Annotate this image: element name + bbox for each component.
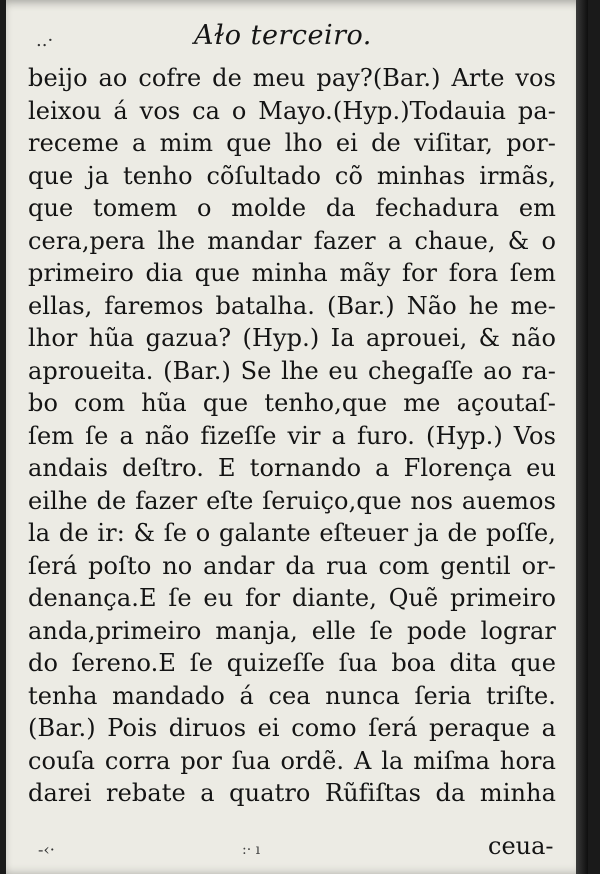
text-line: eilhe de fazer eſte ſeruiço,que nos auemos — [28, 486, 556, 515]
text-line: (Bar.) Pois diruos ei como ſerá peraque a — [28, 714, 556, 742]
body-text — [28, 62, 556, 810]
page-edge-shadow — [576, 0, 588, 874]
text-line: ellas, faremos batalha. (Bar.) Não he me- — [28, 291, 556, 320]
page-footer — [6, 832, 588, 868]
page-header — [6, 14, 588, 58]
catchword: ceua- — [488, 832, 554, 860]
header-corner-mark: ..· — [36, 30, 54, 51]
text-line: que tomem o molde da fechadura em — [28, 194, 556, 222]
text-line: andais deſtro. E tornando a Florença eu — [28, 454, 556, 482]
text-line: ſem ſe a não fizeſſe vir a furo. (Hyp.) Vos — [28, 421, 556, 450]
footer-corner-mark: -‹· — [38, 840, 55, 859]
text-line: cera,pera lhe mandar fazer a chaue, & o — [28, 226, 556, 255]
text-line: tenha mandado á cea nunca ſeria triſte. — [28, 681, 556, 710]
text-line: receme a mim que lho ei de viſitar, por- — [28, 129, 556, 157]
text-line: ſerá poſto no andar da rua com gentil or- — [28, 551, 556, 580]
text-line: la de ir: & ſe o galante eſteuer ja de poſſe, — [28, 519, 556, 547]
text-line: primeiro dia que minha mãy for fora ſem — [28, 259, 556, 287]
text-line: darei rebate a quatro Rũfiſtas da minha — [28, 779, 556, 807]
text-line: bo com hũa que tenho,que me açoutaſ- — [28, 389, 556, 417]
book-page — [6, 0, 588, 874]
text-line: couſa corra por ſua ordẽ. A la miſma hora — [28, 746, 556, 775]
text-line: do ſereno.E ſe quizeſſe ſua boa dita que — [28, 649, 556, 677]
text-line: beijo ao cofre de meu pay?(Bar.) Arte vos — [28, 64, 556, 92]
text-line: anda,primeiro manja, elle ſe pode lograr — [28, 616, 556, 645]
running-title: Aɫo terceiro. — [194, 20, 372, 51]
text-line: leixou á vos ca o Mayo.(Hyp.)Todauia pa- — [28, 96, 556, 125]
footer-center-mark: :· ı — [242, 842, 261, 858]
text-line: lhor hũa gazua? (Hyp.) Ia aprouei, & não — [28, 324, 556, 352]
text-line: denança.E ſe eu for diante, Quẽ primeiro — [28, 584, 556, 612]
text-line: que ja tenho cõſultado cõ minhas irmãs, — [28, 161, 556, 190]
text-line: aproueita. (Bar.) Se lhe eu chegaſſe ao ra- — [28, 356, 556, 385]
